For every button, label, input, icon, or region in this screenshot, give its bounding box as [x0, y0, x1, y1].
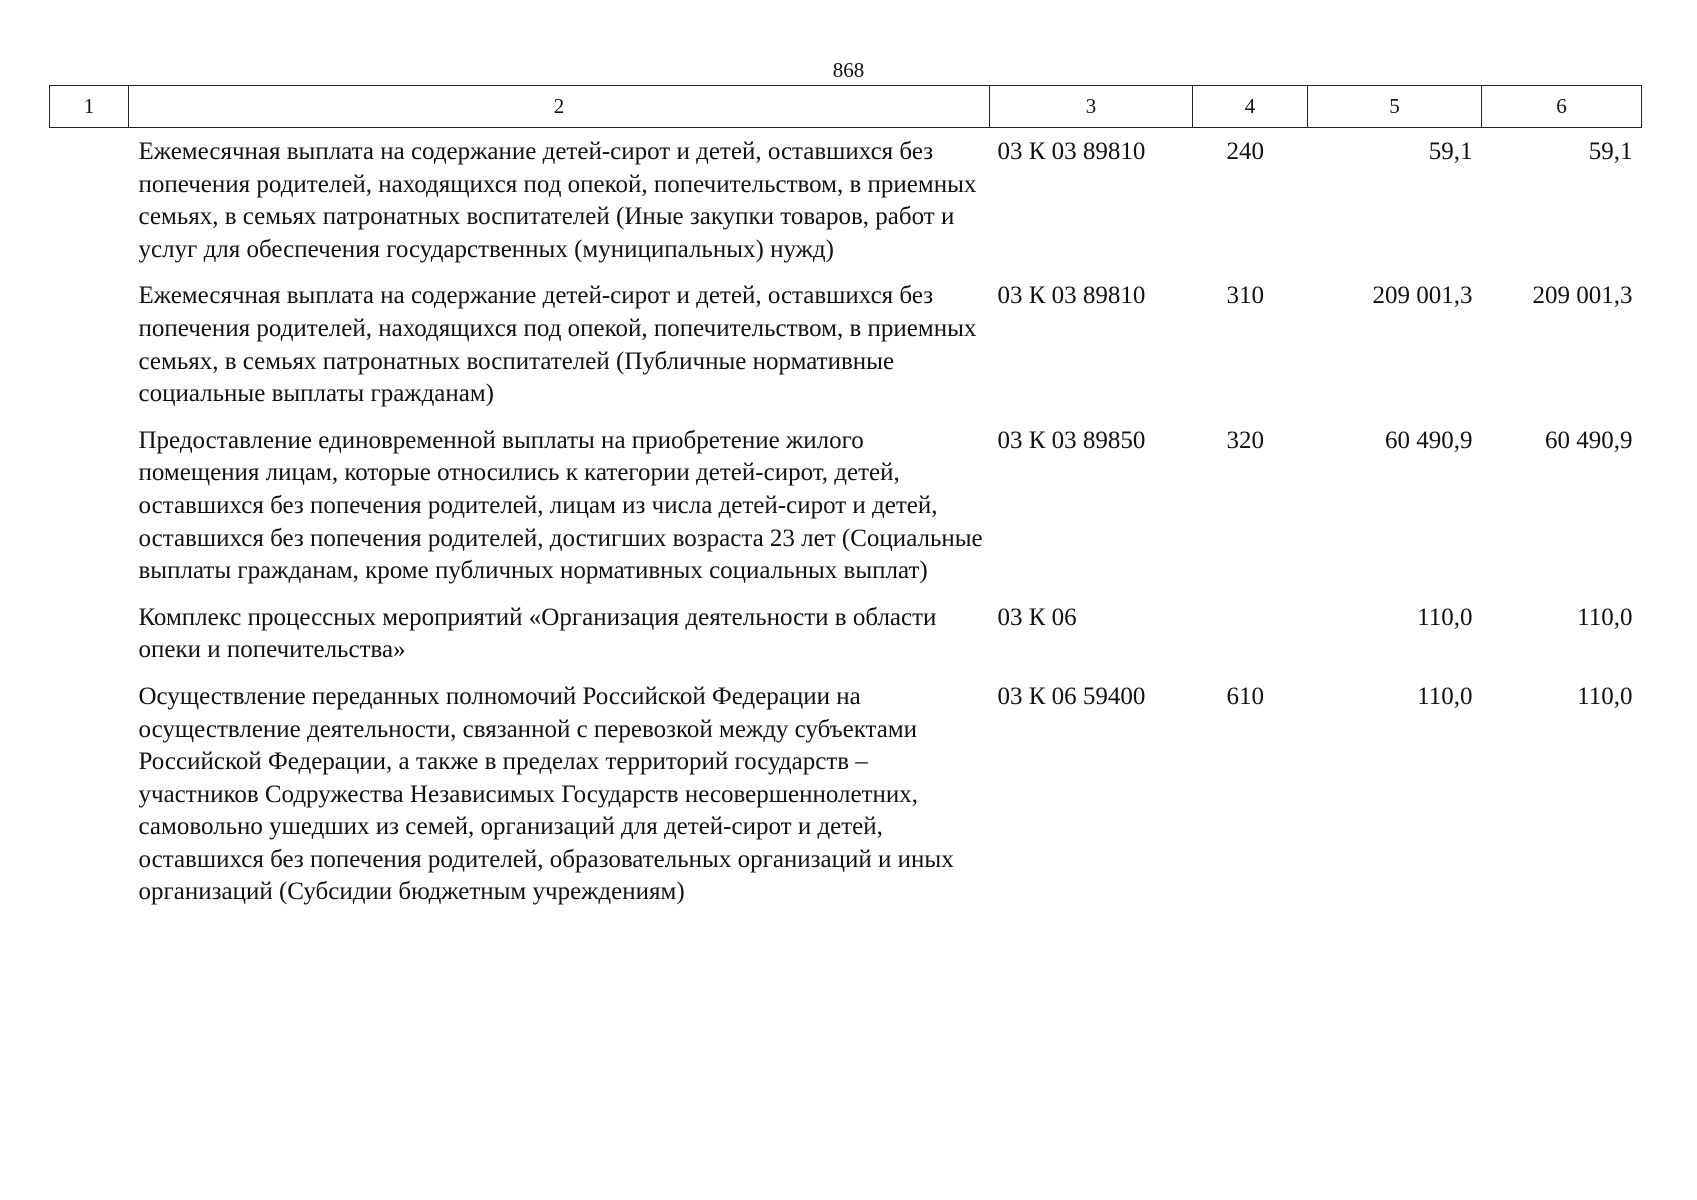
amount-column-6-cell: 110,0 — [1577, 682, 1633, 710]
table-row — [50, 128, 1642, 281]
expense-type-cell — [1193, 602, 1308, 681]
column-header-6: 6 — [1482, 86, 1642, 128]
item-name-cell: Комплекс процессных мероприятий «Организация деятельности в области опеки и попечительства» — [138, 603, 937, 664]
row-number-cell — [50, 128, 129, 281]
table-row — [50, 681, 1642, 923]
amount-column-6-cell: 59,1 — [1588, 138, 1633, 165]
amount-column-5-cell: 110,0 — [1417, 682, 1473, 710]
table-row — [50, 425, 1642, 602]
amount-column-6-cell: 60 490,9 — [1545, 426, 1633, 454]
item-name-cell: Ежемесячная выплата на содержание детей-сирот и детей, оставшихся без попечения родителей, находящихся под опекой, попечительством, в приемных семьях, в семьях патронатных воспитателей (Иные закупки товаров, работ и услуг для обеспечения государственных (муниципальных) нужд) — [138, 138, 977, 263]
amount-column-5-cell: 209 001,3 — [1372, 282, 1473, 310]
table-row — [50, 280, 1642, 424]
target-code-cell: 03 К 06 — [997, 603, 1077, 631]
item-name-cell: Ежемесячная выплата на содержание детей-сирот и детей, оставшихся без попечения родителей, находящихся под опекой, попечительством, в приемных семьях, в семьях патронатных воспитателей (Публичные нормативные социальные выплаты гражданам) — [138, 282, 977, 408]
column-header-4: 4 — [1193, 86, 1308, 128]
target-code-cell: 03 К 03 89810 — [997, 138, 1146, 165]
budget-table — [49, 85, 1642, 923]
table-header-row — [50, 86, 1642, 128]
row-number-cell — [50, 280, 129, 424]
row-number-cell — [50, 681, 129, 923]
amount-column-5-cell: 110,0 — [1417, 603, 1473, 631]
item-name-cell: Предоставление единовременной выплаты на приобретение жилого помещения лицам, которые относились к категории детей-сирот, детей, оставшихся без попечения родителей, лицам из числа детей-сирот и детей, оставшихся без попечения родителей, достигших возраста 23 лет (Социальные выплаты гражданам, кроме публичных нормативных социальных выплат) — [138, 426, 983, 585]
row-number-cell — [50, 602, 129, 681]
column-header-2: 2 — [129, 86, 990, 128]
expense-type-cell: 310 — [1226, 282, 1264, 310]
amount-column-6-cell: 110,0 — [1577, 603, 1633, 631]
expense-type-cell: 320 — [1226, 426, 1264, 454]
amount-column-5-cell: 60 490,9 — [1385, 426, 1473, 454]
amount-column-6-cell: 209 001,3 — [1532, 282, 1633, 310]
column-header-1: 1 — [50, 86, 129, 128]
row-number-cell — [50, 425, 129, 602]
target-code-cell: 03 К 06 59400 — [997, 682, 1146, 710]
column-header-5: 5 — [1308, 86, 1482, 128]
target-code-cell: 03 К 03 89810 — [997, 282, 1146, 310]
expense-type-cell: 240 — [1226, 138, 1264, 165]
table-row — [50, 602, 1642, 681]
expense-type-cell: 610 — [1226, 682, 1264, 710]
column-header-3: 3 — [990, 86, 1193, 128]
target-code-cell: 03 К 03 89850 — [997, 426, 1146, 454]
amount-column-5-cell: 59,1 — [1428, 138, 1473, 165]
page-number: 868 — [832, 58, 865, 82]
item-name-cell: Осуществление переданных полномочий Российской Федерации на осуществление деятельности, связанной с перевозкой между субъектами Российской Федерации, а также в пределах территорий государств – участников Содружества Независимых Государств несовершеннолетних, самовольно ушедших из семей, организаций для детей-сирот и детей, оставшихся без попечения родителей, образовательных организаций и иных организаций (Субсидии бюджетным учреждениям) — [138, 682, 954, 906]
